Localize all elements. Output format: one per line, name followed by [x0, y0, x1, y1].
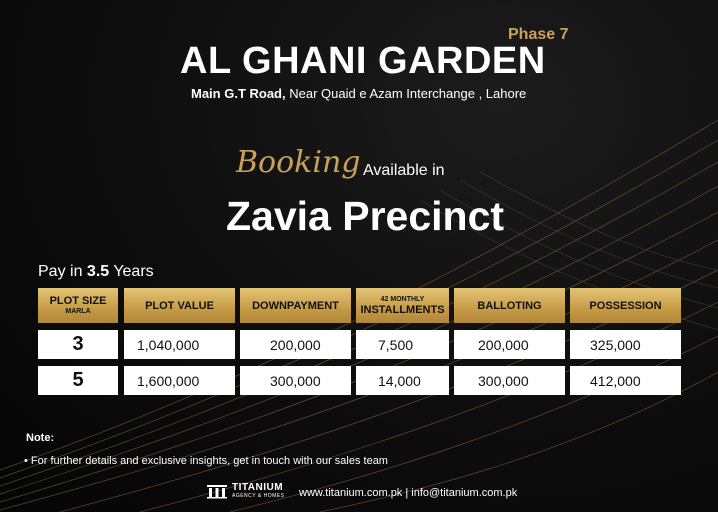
header-downpayment: [240, 288, 351, 323]
titanium-logo: [206, 483, 284, 499]
header-installments-label: INSTALLMENTS: [360, 304, 445, 316]
pay-prefix: Pay in: [38, 263, 87, 280]
cell-installment: 7,500: [356, 330, 449, 359]
cell-downpayment: 200,000: [240, 330, 351, 359]
header-plot-size: [38, 288, 118, 323]
note-text: • For further details and exclusive insights, get in touch with our sales team: [24, 455, 388, 467]
cell-possession: 412,000: [570, 366, 681, 395]
cell-plot-size: 3: [38, 330, 118, 359]
cell-balloting: 300,000: [454, 366, 565, 395]
available-text: Available in: [363, 162, 445, 179]
cell-balloting: 200,000: [454, 330, 565, 359]
header-possession: [570, 288, 681, 323]
address-road: Main G.T Road,: [191, 86, 286, 101]
contact-info: www.titanium.com.pk | info@titanium.com.pk: [299, 487, 518, 499]
header-balloting: [454, 288, 565, 323]
cell-plot-size: 5: [38, 366, 118, 395]
note-title: Note:: [26, 432, 55, 444]
cell-plot-value: 1,600,000: [124, 366, 235, 395]
header-plot-size-unit: MARLA: [65, 308, 91, 315]
payment-plan-label: [38, 263, 154, 281]
address-detail: Near Quaid e Azam Interchange , Lahore: [285, 86, 527, 101]
cell-plot-value: 1,040,000: [124, 330, 235, 359]
building-icon: [206, 483, 228, 499]
header-installments: [356, 288, 449, 323]
pay-years: 3.5: [86, 263, 110, 280]
header-possession-label: POSSESSION: [589, 299, 662, 312]
header-plot-value-label: PLOT VALUE: [145, 299, 214, 312]
pay-suffix: Years: [109, 263, 154, 280]
booking-script-text: Booking: [236, 145, 361, 180]
header-plot-value: [124, 288, 235, 323]
phase-label: Phase 7: [508, 26, 569, 43]
header-plot-size-label: PLOT SIZE: [49, 295, 107, 307]
project-address: [191, 86, 526, 101]
header-balloting-label: BALLOTING: [477, 299, 542, 312]
cell-possession: 325,000: [570, 330, 681, 359]
precinct-title: Zavia Precinct: [226, 193, 505, 239]
logo-tagline: AGENCY & HOMES: [232, 493, 285, 499]
cell-installment: 14,000: [356, 366, 449, 395]
project-title: AL GHANI GARDEN: [180, 40, 546, 82]
header-downpayment-label: DOWNPAYMENT: [252, 299, 339, 312]
header-installments-term: 42 MONTHLY: [380, 296, 425, 303]
logo-name: TITANIUM: [232, 482, 284, 493]
cell-downpayment: 300,000: [240, 366, 351, 395]
